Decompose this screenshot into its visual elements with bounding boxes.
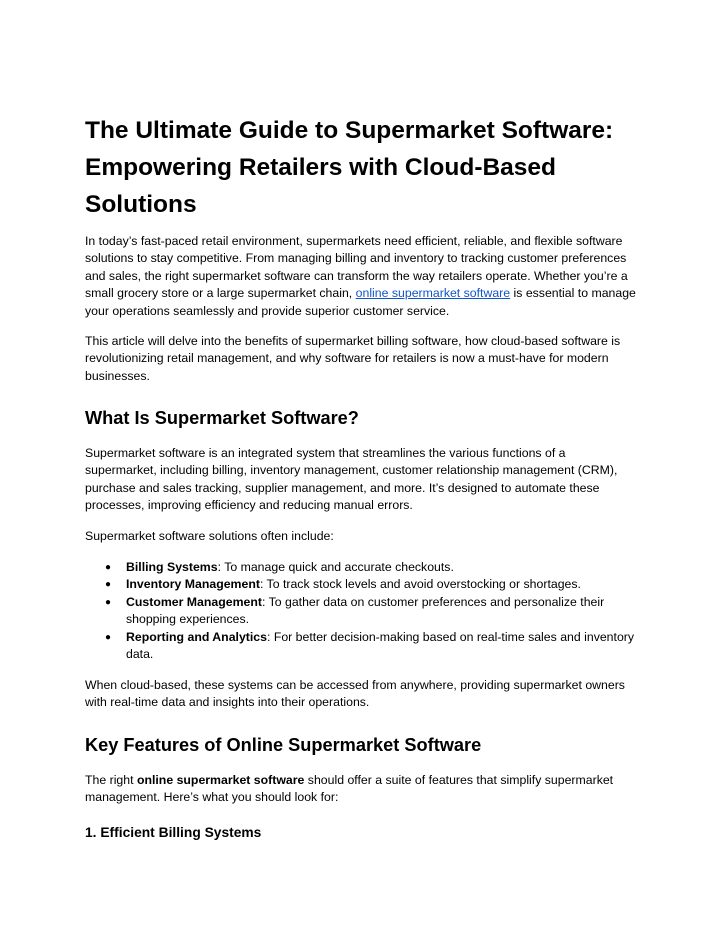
list-intro-paragraph: Supermarket software solutions often include: (85, 529, 334, 543)
article-title: The Ultimate Guide to Supermarket Software: Empowering Retailers with Cloud-Based Solutions (85, 117, 614, 218)
features-bullet-list (85, 559, 638, 663)
definition-paragraph: Supermarket software is an integrated system that streamlines the various functions of a supermarket, including billing, inventory management, customer relationship management (CRM), purchase and sales tracking, supplier management, and more. It’s designed to automate these processes, improving efficiency and reducing manual errors. (85, 446, 618, 513)
bullet-icon: ● (105, 579, 112, 591)
key-features-intro-paragraph (85, 772, 638, 807)
key-features-intro-bold: online supermarket software (136, 773, 305, 787)
list-item-term: Inventory Management (126, 577, 260, 592)
list-item-desc: : To track stock levels and avoid overstocking or shortages. (259, 577, 581, 592)
key-features-intro-before: The right (85, 773, 137, 787)
list-item-term: Billing Systems (126, 560, 218, 574)
bullet-icon: ● (105, 631, 112, 643)
list-item (85, 559, 638, 576)
list-item-desc: : To gather data on customer preferences and personalize their shopping experiences. (126, 594, 605, 627)
list-item (85, 629, 638, 664)
subheading-billing-systems: 1. Efficient Billing Systems (85, 825, 262, 840)
overview-paragraph: This article will delve into the benefits of supermarket billing software, how cloud-based software is revolutionizing retail management, and why software for retailers is now a must-have for modern businesses. (85, 334, 621, 383)
list-item (85, 576, 638, 593)
cloud-based-paragraph: When cloud-based, these systems can be accessed from anywhere, providing supermarket owners with real-time data and insights into their operations. (85, 678, 625, 710)
bullet-icon: ● (105, 596, 112, 608)
section-heading-what-is: What Is Supermarket Software? (85, 408, 359, 428)
online-supermarket-software-link[interactable]: online supermarket software (355, 286, 511, 301)
list-item-term: Customer Management (126, 594, 262, 609)
list-item (85, 594, 638, 629)
intro-text-before-link: In today’s fast-paced retail environment, supermarkets need efficient, reliable, and flexible software solutions to stay competitive. From managing billing and inventory to tracking customer preferences and sales, the right supermarket software can transform the way retailers operate. Whether you’re a small grocery store or a large supermarket chain, (85, 234, 628, 301)
list-item-term: Reporting and Analytics (126, 629, 267, 644)
bullet-icon: ● (105, 562, 112, 573)
intro-paragraph (85, 233, 638, 320)
key-features-intro-after: should offer a suite of features that simplify supermarket management. Here’s what you should look for: (85, 773, 614, 805)
list-item-desc: : For better decision-making based on real-time sales and inventory data. (126, 629, 635, 662)
intro-text-after-link: is essential to manage your operations seamlessly and provide superior customer service. (85, 286, 636, 318)
section-heading-key-features: Key Features of Online Supermarket Software (85, 735, 482, 755)
list-item-desc: : To manage quick and accurate checkouts. (217, 560, 454, 574)
